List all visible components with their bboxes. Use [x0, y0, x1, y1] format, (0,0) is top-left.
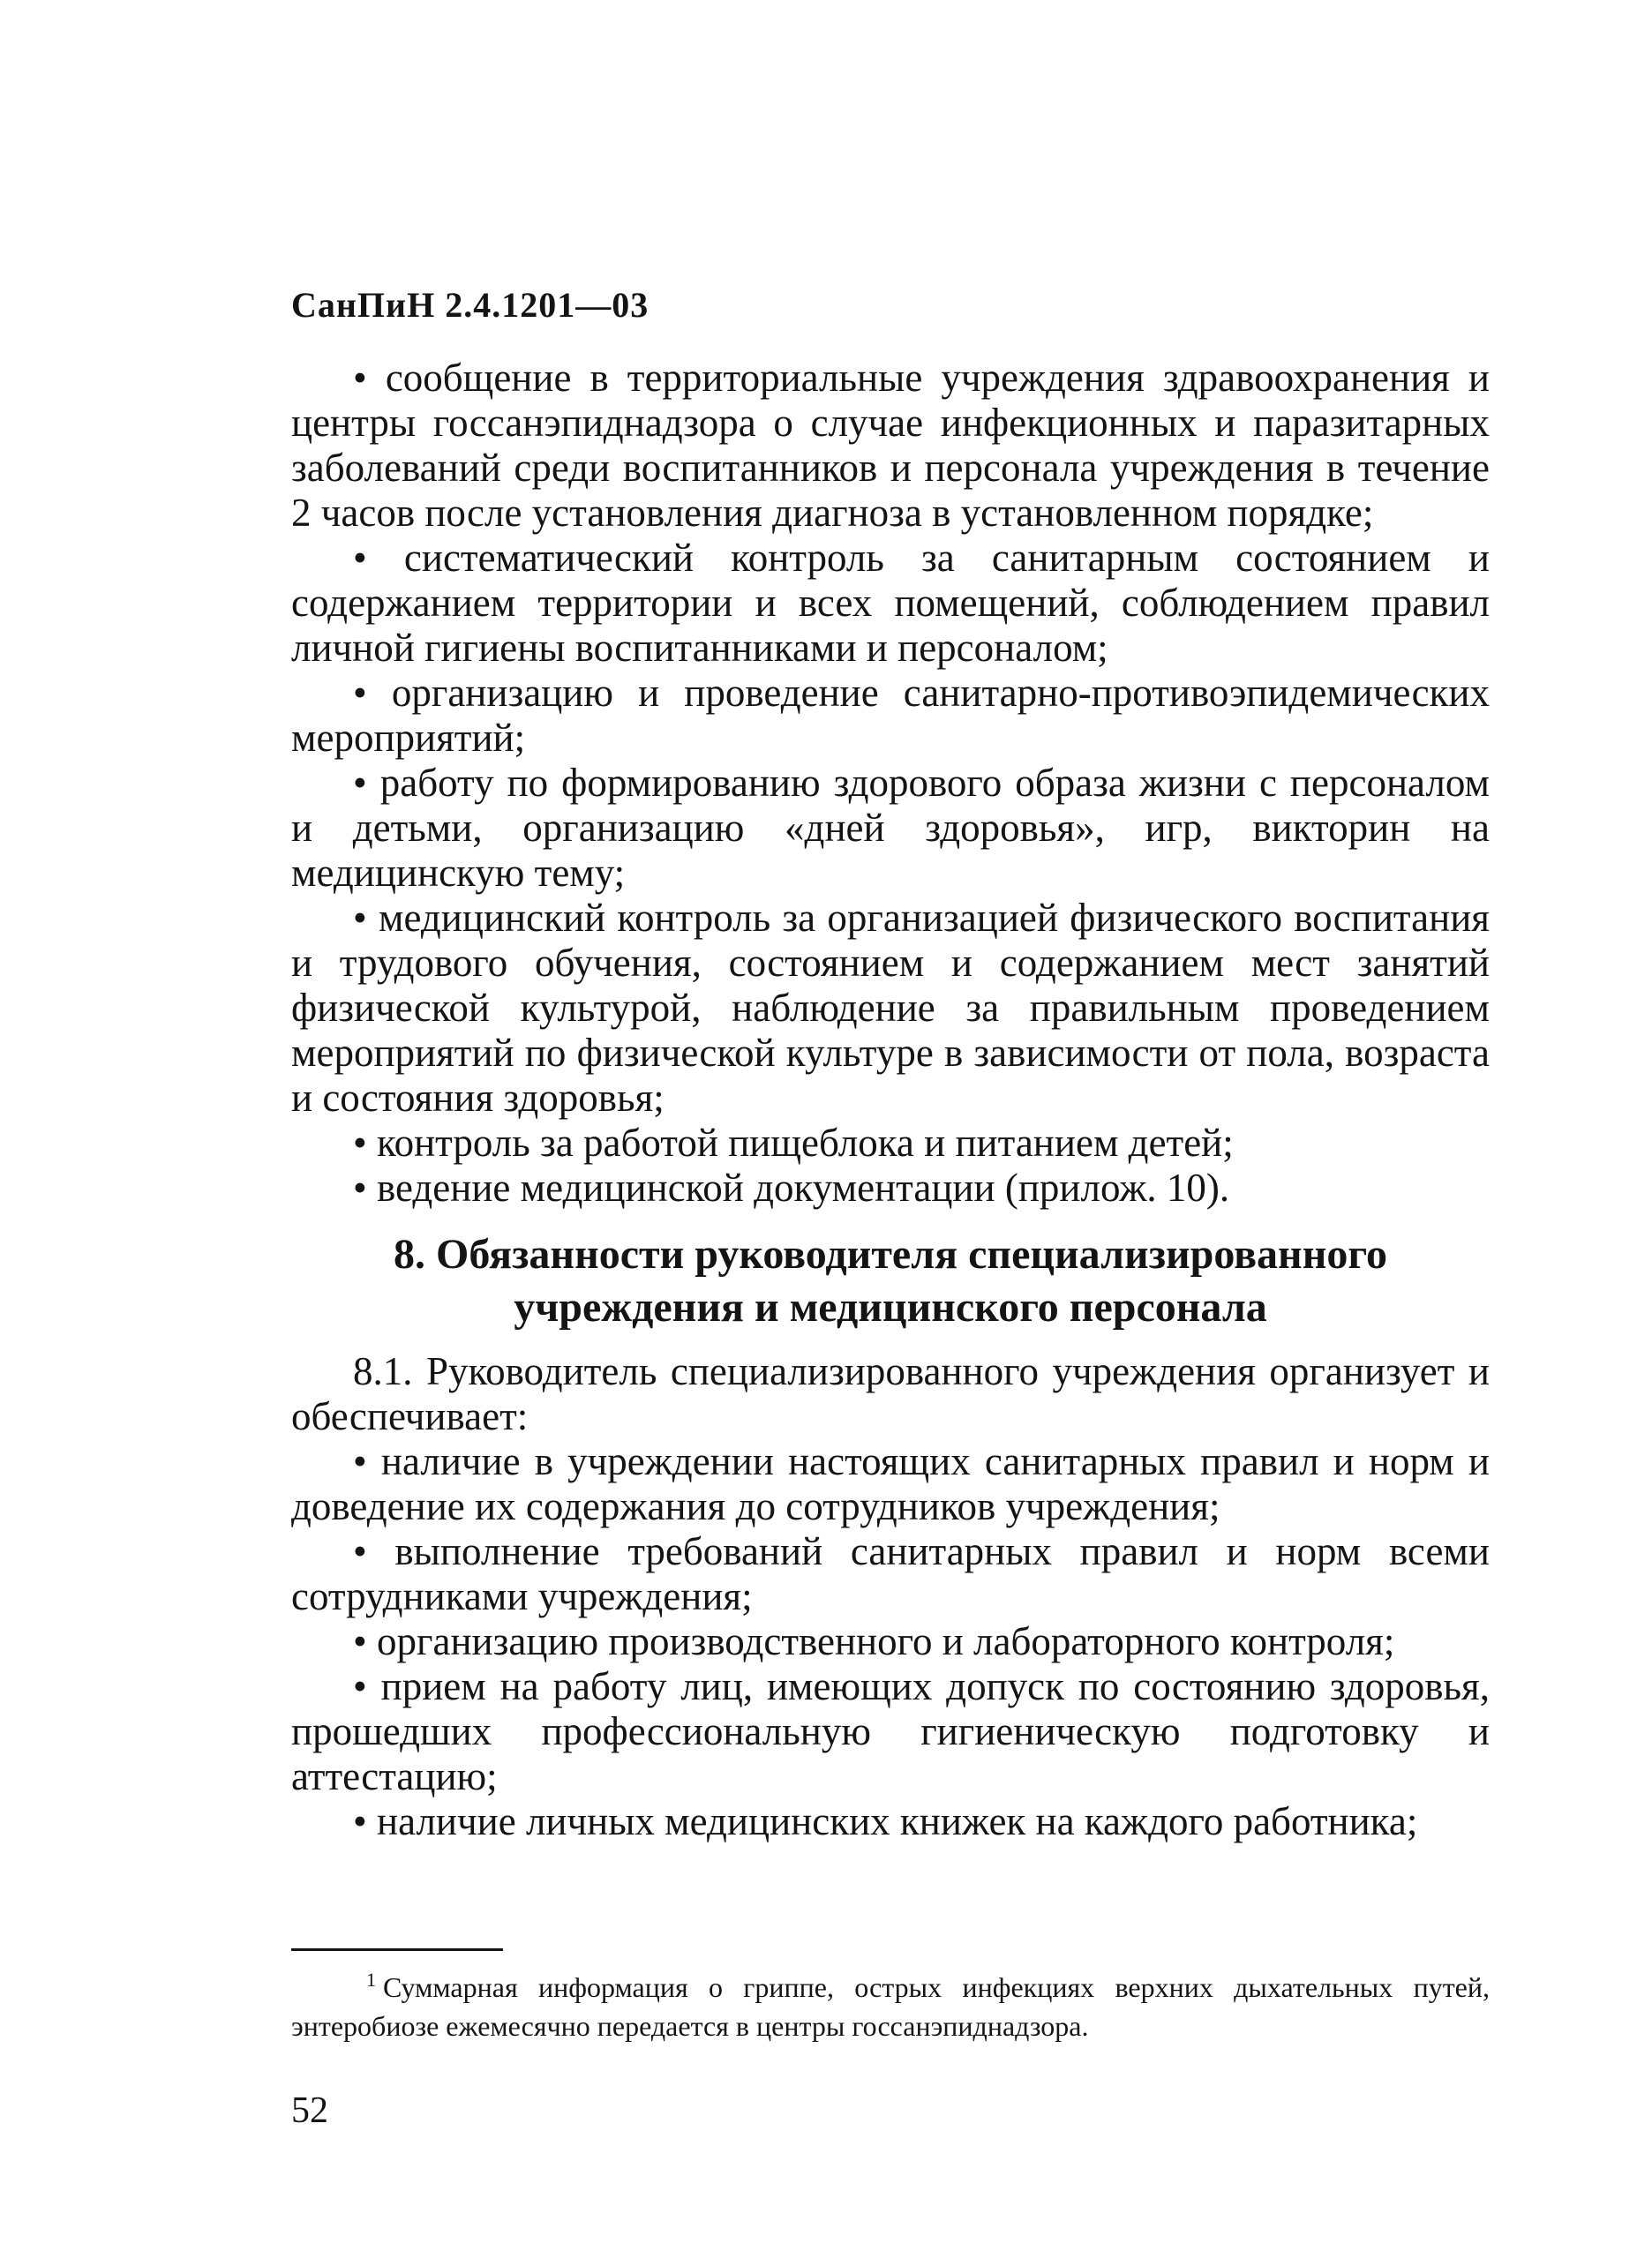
list-item: • работу по формированию здорового образа жизни с персоналом и детьми, организацию «дней здоровья», игр, викторин на медицинскую тему;	[291, 761, 1490, 896]
list-item: • организацию и проведение санитарно-противоэпидемических мероприятий;	[291, 671, 1490, 761]
section-heading-line: 8. Обязанности руководителя специализированного	[394, 1231, 1387, 1278]
section-heading-line: учреждения и медицинского персонала	[514, 1284, 1267, 1331]
footnote-text: Суммарная информация о гриппе, острых инфекциях верхних дыхательных путей, энтеробиозе ежемесячно передается в центры госсанэпиднадзора.	[291, 1971, 1490, 2042]
list-item: • организацию производственного и лабораторного контроля;	[291, 1619, 1490, 1664]
list-item: • ведение медицинской документации (прилож. 10).	[291, 1166, 1490, 1211]
list-item: • сообщение в территориальные учреждения здравоохранения и центры госсанэпиднадзора о случае инфекционных и паразитарных заболеваний среди воспитанников и персонала учреждения в течение 2 часов после установления диагноза в установленном порядке;	[291, 356, 1490, 536]
duties-list-continued	[291, 356, 1490, 1211]
list-item: • медицинский контроль за организацией физического воспитания и трудового обучения, состоянием и содержанием мест занятий физической культурой, наблюдение за правильным проведением мероприятий по физической культуре в зависимости от пола, возраста и состояния здоровья;	[291, 896, 1490, 1121]
list-item: • прием на работу лиц, имеющих допуск по состоянию здоровья, прошедших профессиональную гигиеническую подготовку и аттестацию;	[291, 1664, 1490, 1799]
section-intro: 8.1. Руководитель специализированного учреждения организует и обеспечивает:	[291, 1349, 1490, 1438]
list-item: • наличие личных медицинских книжек на каждого работника;	[291, 1799, 1490, 1844]
section-body	[291, 1349, 1490, 1844]
list-item: • наличие в учреждении настоящих санитарных правил и норм и доведение их содержания до сотрудников учреждения;	[291, 1439, 1490, 1529]
page-number: 52	[291, 2090, 328, 2131]
list-item: • контроль за работой пищеблока и питанием детей;	[291, 1121, 1490, 1166]
footnote-divider	[291, 1948, 503, 1951]
footnote-marker: 1	[366, 1969, 376, 1992]
list-item: • выполнение требований санитарных правил и норм всеми сотрудниками учреждения;	[291, 1529, 1490, 1619]
list-item: • систематический контроль за санитарным состоянием и содержанием территории и всех помещений, соблюдением правил личной гигиены воспитанниками и персоналом;	[291, 536, 1490, 671]
document-code: СанПиН 2.4.1201—03	[291, 285, 650, 325]
footnote	[291, 1968, 1490, 2045]
section-heading	[291, 1228, 1490, 1334]
